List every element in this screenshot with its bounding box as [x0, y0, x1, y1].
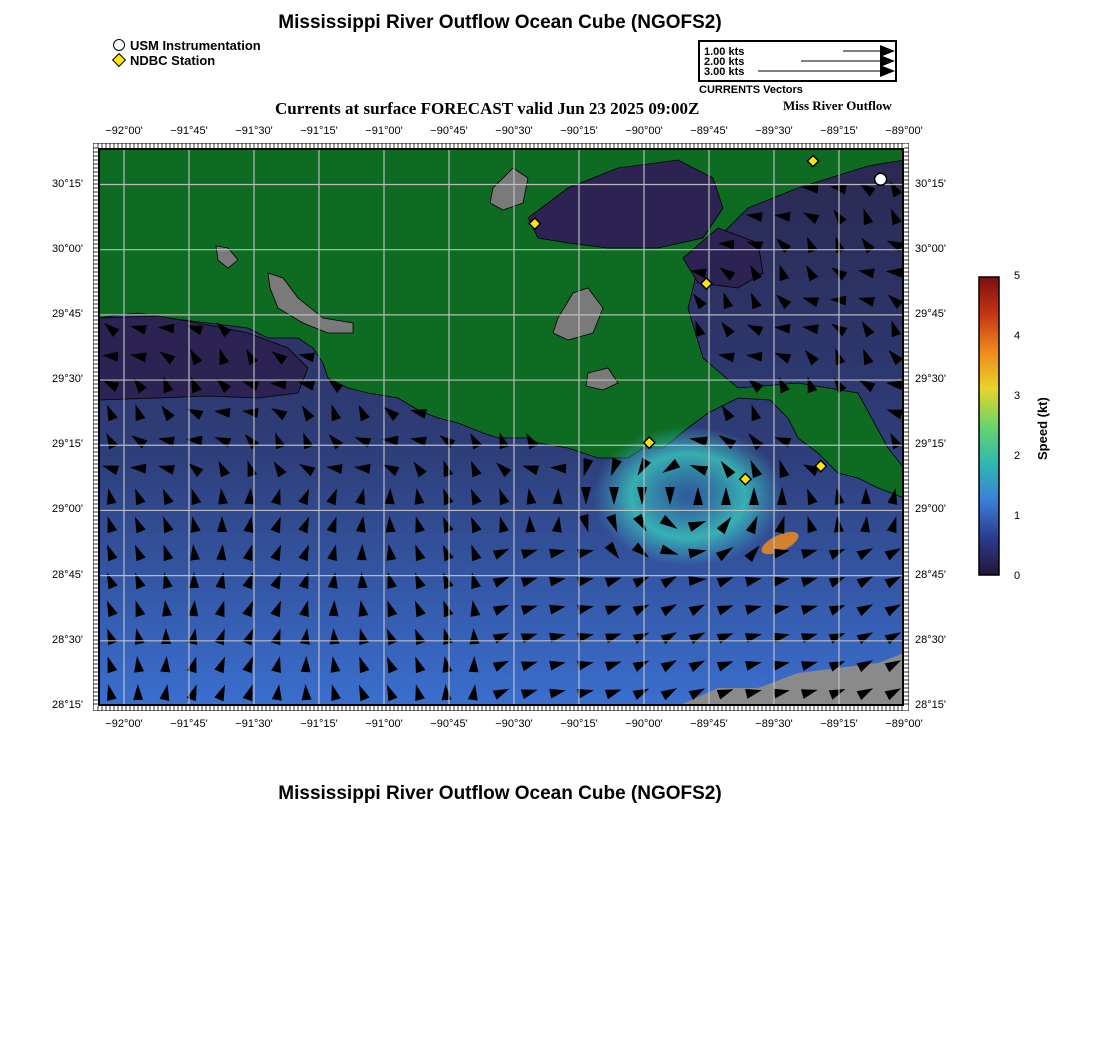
colorbar-tick-label: 0	[1014, 570, 1021, 582]
lat-tick-label: 29°45'	[915, 307, 946, 320]
legend-ndbc	[112, 53, 261, 68]
colorbar-tick-label: 4	[1014, 330, 1021, 342]
lon-tick-label: −90°00'	[625, 718, 663, 730]
colorbar-label: Speed (kt)	[1035, 397, 1050, 460]
lon-tick-label: −90°45'	[430, 125, 468, 137]
region-label: Miss River Outflow	[783, 98, 892, 113]
vector-scale-2: 2.00 kts	[704, 56, 745, 68]
lat-tick-label: 29°30'	[915, 373, 946, 386]
lon-tick-label: −91°30'	[235, 718, 273, 730]
lat-tick-label: 30°15'	[52, 177, 83, 190]
colorbar-tick-label: 5	[1014, 270, 1021, 282]
main-title: Mississippi River Outflow Ocean Cube (NGOFS2)	[278, 12, 722, 33]
colorbar-tick-label: 2	[1014, 450, 1021, 462]
lon-tick-label: −89°45'	[690, 718, 728, 730]
lon-tick-label: −90°30'	[495, 718, 533, 730]
lon-tick-label: −89°30'	[755, 125, 793, 137]
legend-usm-label: USM Instrumentation	[130, 38, 261, 53]
lon-tick-label: −91°15'	[300, 718, 338, 730]
lon-tick-label: −92°00'	[105, 125, 143, 137]
diamond-icon	[112, 53, 128, 68]
lat-tick-label: 28°30'	[915, 633, 946, 646]
legend-usm	[112, 38, 261, 53]
lat-tick-label: 30°00'	[915, 242, 946, 255]
lon-tick-label: −91°00'	[365, 125, 403, 137]
lat-tick-label: 30°15'	[915, 177, 946, 190]
vector-scale-arrows	[700, 42, 895, 80]
lon-tick-label: −90°00'	[625, 125, 663, 137]
lon-tick-label: −91°45'	[170, 125, 208, 137]
lat-tick-label: 28°15'	[915, 699, 946, 711]
lon-tick-label: −89°30'	[755, 718, 793, 730]
legend-ndbc-label: NDBC Station	[130, 53, 216, 68]
vector-scale-box	[698, 40, 897, 82]
lat-tick-label: 29°45'	[52, 307, 83, 320]
lon-tick-label: −90°30'	[495, 125, 533, 137]
lon-tick-label: −92°00'	[105, 718, 143, 730]
lon-tick-label: −91°30'	[235, 125, 273, 137]
lon-tick-label: −89°00'	[885, 718, 923, 730]
lat-tick-label: 29°30'	[52, 373, 83, 386]
lon-tick-label: −89°00'	[885, 125, 923, 137]
lon-tick-label: −91°15'	[300, 125, 338, 137]
lat-tick-label: 28°45'	[52, 568, 83, 581]
lon-tick-label: −91°45'	[170, 718, 208, 730]
vector-scale-1: 1.00 kts	[704, 46, 745, 58]
lat-tick-label: 29°15'	[52, 438, 83, 451]
lon-tick-label: −89°15'	[820, 718, 858, 730]
station-legend	[112, 38, 261, 68]
lat-tick-label: 30°00'	[52, 242, 83, 255]
map-tick-frame	[93, 143, 909, 711]
lat-tick-label: 29°00'	[915, 503, 946, 516]
lat-tick-label: 28°15'	[52, 699, 83, 711]
lat-tick-label: 28°45'	[915, 568, 946, 581]
lon-tick-label: −90°15'	[560, 718, 598, 730]
speed-colorbar	[977, 275, 1001, 577]
lon-tick-label: −91°00'	[365, 718, 403, 730]
lon-tick-label: −90°45'	[430, 718, 468, 730]
lon-tick-label: −90°15'	[560, 125, 598, 137]
lon-tick-label: −89°15'	[820, 125, 858, 137]
bottom-title: Mississippi River Outflow Ocean Cube (NGOFS2)	[278, 783, 722, 804]
colorbar-tick-label: 3	[1014, 390, 1021, 402]
lat-tick-label: 28°30'	[52, 633, 83, 646]
colorbar-tick-label: 1	[1014, 510, 1021, 522]
vector-scale-3: 3.00 kts	[704, 66, 745, 78]
forecast-subtitle: Currents at surface FORECAST valid Jun 23 2025 09:00Z	[275, 99, 700, 118]
lon-tick-label: −89°45'	[690, 125, 728, 137]
vector-scale-caption: CURRENTS Vectors	[699, 84, 803, 96]
lat-tick-label: 29°00'	[52, 503, 83, 516]
lat-tick-label: 29°15'	[915, 438, 946, 451]
circle-icon	[112, 38, 128, 53]
